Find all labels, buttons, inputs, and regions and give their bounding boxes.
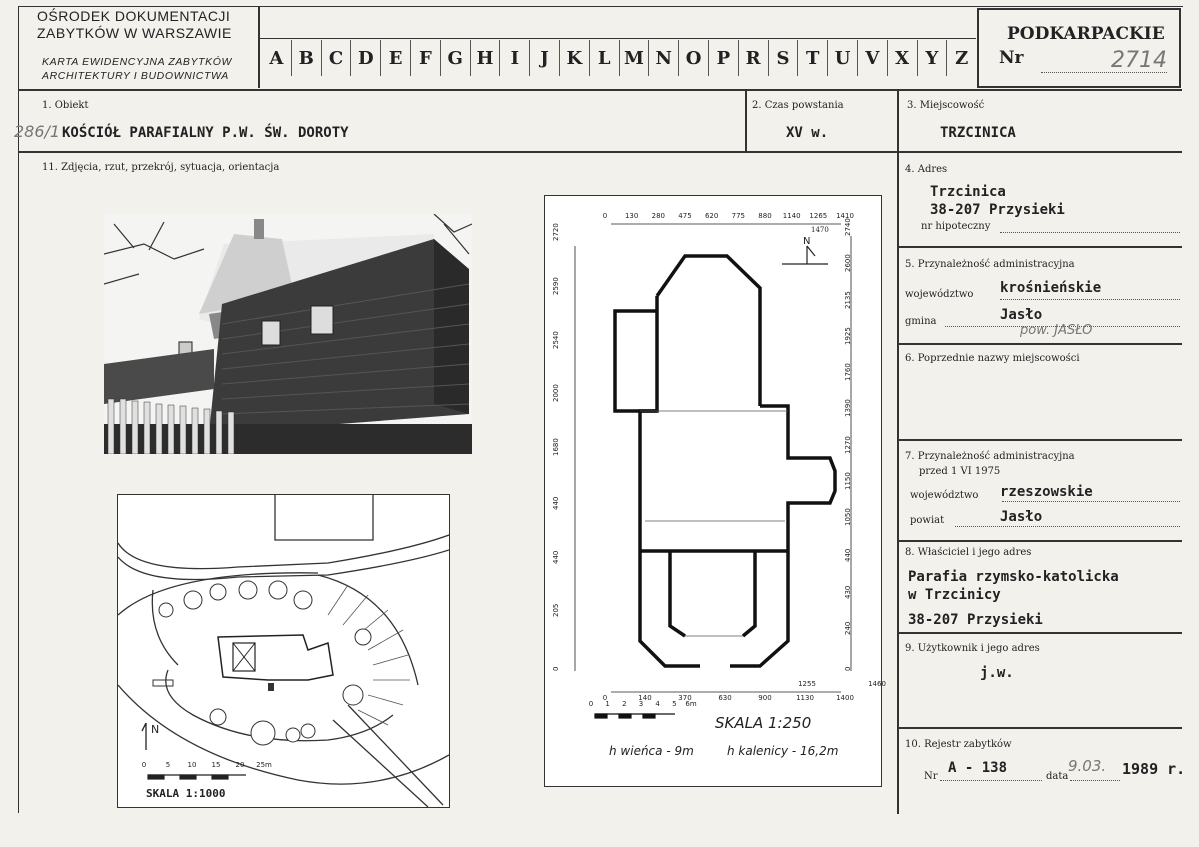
site-scale-tick-0: 0 — [141, 761, 147, 769]
wlasciciel-label: 8. Właściciel i jego adres — [905, 547, 1032, 558]
plan-right-dim-3: 440 — [844, 548, 852, 563]
letter-o: O — [678, 40, 708, 76]
plan-right-dim-9: 1925 — [844, 326, 852, 345]
plan-scale-tick-0: 0 — [588, 700, 594, 708]
plan-left-dim-7: 2590 — [552, 276, 560, 295]
plan-bottom-dim-4: 900 — [758, 694, 772, 702]
letter-k: K — [559, 40, 589, 76]
uzytkownik-value: j.w. — [980, 665, 1014, 681]
adres-label: 4. Adres — [905, 164, 948, 175]
plan-left-dimensions — [552, 223, 574, 671]
przyn-label: 5. Przynależność administracyjna — [905, 259, 1075, 270]
plan-top-dimensions — [602, 212, 854, 224]
plan-top-dim-9: 1410 — [836, 212, 854, 220]
plan-right-dim-8: 1760 — [844, 363, 852, 382]
plan-left-dim-1: 205 — [552, 603, 560, 618]
plan-scale-tick-5: 5 — [672, 700, 677, 708]
wlasciciel-line2: w Trzcinicy — [908, 587, 1001, 603]
letter-x: X — [887, 40, 917, 76]
letter-n: N — [648, 40, 678, 76]
obiekt-label: 1. Obiekt — [42, 100, 89, 111]
region-box — [977, 8, 1181, 88]
letter-m: M — [619, 40, 649, 76]
h-wienca: h wieńca - 9m — [609, 744, 694, 758]
plan-top-dim-5: 775 — [731, 212, 746, 220]
church-photo — [104, 214, 472, 454]
plan-right-dim-11: 2600 — [844, 254, 852, 273]
letter-i: I — [499, 40, 529, 76]
uzytkownik-label: 9. Użytkownik i jego adres — [905, 643, 1040, 654]
poprzednie-label: 6. Poprzednie nazwy miejscowości — [905, 353, 1080, 364]
plan-left-dim-0: 0 — [552, 666, 560, 671]
h-kalenicy: h kalenicy - 16,2m — [727, 744, 839, 758]
wlasciciel-line3: 38-207 Przysieki — [908, 612, 1043, 628]
plan-scale-tick-4: 4 — [655, 700, 660, 708]
plan-top-dim-1: 130 — [624, 212, 639, 220]
letter-d: D — [350, 40, 380, 76]
site-north-label: N — [151, 723, 160, 736]
plan-scale-label: SKALA 1:250 — [715, 714, 812, 732]
obiekt-value: KOŚCIÓŁ PARAFIALNY P.W. ŚW. DOROTY — [62, 125, 349, 141]
plan-bottom-extra-0: 1255 — [798, 680, 816, 688]
site-scale-tick-2: 10 — [187, 761, 197, 769]
site-scale-ticks — [141, 761, 272, 773]
plan-top-dim-3: 475 — [678, 212, 692, 220]
plan-left-dim-6: 2540 — [552, 330, 560, 349]
plan-bottom-dim-5: 1130 — [796, 694, 814, 702]
letter-c: C — [321, 40, 351, 76]
woj-value: krośnieńskie — [1000, 280, 1102, 296]
plan-scale-tick-6: 6m — [685, 700, 697, 708]
gmina-handwritten: pow. JASŁO — [1020, 323, 1093, 338]
plan-bottom-dim-1: 140 — [638, 694, 652, 702]
plan-right-dim-10: 2135 — [844, 290, 852, 309]
nr-label: Nr — [999, 48, 1024, 68]
region-name: PODKARPACKIE — [1007, 24, 1165, 44]
plan-bottom-dim-3: 630 — [718, 694, 732, 702]
classification-letters — [262, 40, 976, 76]
letter-r: R — [738, 40, 768, 76]
plan-bottom-extra-1: 1460 — [868, 680, 886, 688]
floor-plan — [544, 195, 886, 787]
hipoteczny-label: nr hipoteczny — [921, 221, 991, 232]
letter-f: F — [410, 40, 440, 76]
letter-h: H — [470, 40, 500, 76]
letter-l: L — [589, 40, 619, 76]
czas-label: 2. Czas powstania — [752, 100, 844, 111]
rejestr-nr-value: A - 138 — [948, 760, 1008, 776]
plan-bottom-dim-6: 1400 — [836, 694, 854, 702]
plan-right-dim-5: 1150 — [844, 471, 852, 490]
letter-v: V — [857, 40, 887, 76]
wlasciciel-line1: Parafia rzymsko-katolicka — [908, 569, 1119, 585]
plan-scale-tick-1: 1 — [605, 700, 610, 708]
plan-scale-tick-3: 3 — [638, 700, 644, 708]
rejestr-data-handwritten: 9.03. — [1068, 757, 1107, 775]
plan-right-dim-2: 430 — [844, 585, 852, 599]
plan-top-dim-6: 880 — [758, 212, 772, 220]
plan-right-dim-6: 1270 — [844, 435, 852, 454]
woj75-value: rzeszowskie — [1000, 484, 1093, 500]
plan-right-dim-12: 2740 — [844, 218, 852, 236]
plan-north-label: N — [803, 236, 811, 247]
rejestr-data-value: 1989 r. — [1122, 760, 1186, 778]
site-plan — [117, 494, 450, 808]
plan-right-dim-0: 0 — [844, 666, 852, 671]
card-type: KARTA EWIDENCYJNA ZABYTKÓW ARCHITEKTURY I BUDOWNICTWA — [42, 56, 233, 82]
letter-z: Z — [946, 40, 976, 76]
gmina-value: Jasło — [1000, 307, 1043, 323]
site-scale-label: SKALA 1:1000 — [146, 787, 226, 800]
site-scale-tick-3: 15 — [211, 761, 221, 769]
gmina-label: gmina — [905, 316, 937, 327]
rejestr-nr-label: Nr — [924, 771, 938, 782]
obiekt-number: 286/1 — [14, 122, 61, 141]
letter-u: U — [827, 40, 857, 76]
letter-y: Y — [917, 40, 947, 76]
plan-right-dim-7: 1390 — [844, 399, 852, 418]
przed-1975-label: przed 1 VI 1975 — [919, 466, 1001, 477]
plan-top-dim-8: 1265 — [809, 212, 828, 220]
plan-top-extra: 1470 — [811, 226, 829, 234]
plan-left-dim-3: 440 — [552, 496, 560, 510]
institution-name: OŚRODEK DOKUMENTACJI ZABYTKÓW W WARSZAWIE — [37, 8, 232, 41]
miejscowosc-label: 3. Miejscowość — [907, 100, 985, 111]
plan-right-dim-4: 1050 — [844, 508, 852, 527]
rejestr-label: 10. Rejestr zabytków — [905, 739, 1012, 750]
letter-t: T — [797, 40, 827, 76]
plan-top-dim-4: 620 — [704, 212, 719, 220]
letter-j: J — [529, 40, 559, 76]
letter-g: G — [440, 40, 470, 76]
letter-a: A — [269, 47, 284, 69]
plan-bottom-dim-0: 0 — [602, 694, 608, 702]
adres-line2: 38-207 Przysieki — [930, 202, 1065, 218]
przyn75-label: 7. Przynależność administracyjna — [905, 451, 1075, 462]
adres-line1: Trzcinica — [930, 184, 1006, 200]
plan-bottom-dim-2: 370 — [678, 694, 692, 702]
zdjecia-label: 11. Zdjęcia, rzut, przekrój, sytuacja, orientacja — [42, 162, 280, 173]
plan-left-dim-2: 440 — [552, 550, 560, 564]
plan-top-dim-7: 1140 — [782, 212, 801, 220]
plan-scale-ticks — [588, 700, 697, 712]
plan-scale-tick-2: 2 — [622, 700, 627, 708]
letter-p: P — [708, 40, 738, 76]
plan-left-dim-5: 2000 — [552, 384, 560, 403]
letter-b: B — [291, 40, 321, 76]
woj75-label: województwo — [910, 490, 979, 501]
site-scale-tick-4: 20 — [235, 761, 245, 769]
woj-label: województwo — [905, 289, 974, 300]
plan-top-dim-2: 280 — [651, 212, 666, 220]
site-scale-tick-1: 5 — [165, 761, 171, 769]
plan-right-dimensions — [844, 218, 866, 671]
letter-s: S — [768, 40, 798, 76]
powiat-value: Jasło — [1000, 509, 1043, 525]
plan-bottom-extra — [798, 680, 886, 692]
rejestr-data-label: data — [1046, 771, 1069, 782]
card-number: 2714 — [1111, 48, 1167, 73]
plan-left-dim-8: 2720 — [552, 223, 560, 241]
site-scale-tick-5: 25m — [256, 761, 272, 769]
czas-value: XV w. — [786, 125, 829, 141]
plan-right-dim-1: 240 — [844, 621, 852, 635]
letter-e: E — [380, 40, 410, 76]
miejscowosc-value: TRZCINICA — [940, 125, 1016, 141]
plan-top-dim-0: 0 — [602, 212, 608, 220]
plan-left-dim-4: 1680 — [552, 438, 560, 456]
powiat-label: powiat — [910, 515, 945, 526]
